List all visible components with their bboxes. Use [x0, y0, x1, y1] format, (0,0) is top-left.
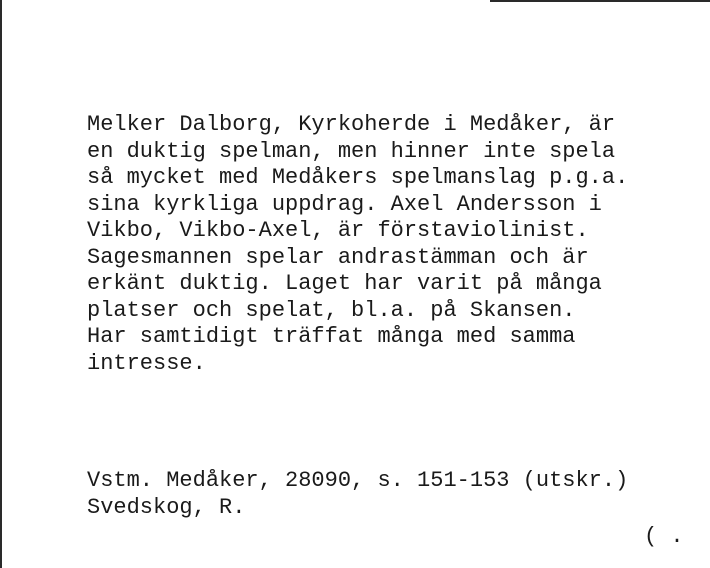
- card-left-edge: [0, 0, 2, 568]
- body-line: intresse.: [87, 350, 206, 376]
- card-top-edge: [490, 0, 710, 2]
- body-line: sina kyrkliga uppdrag. Axel Andersson i: [87, 191, 602, 217]
- body-line: en duktig spelman, men hinner inte spela: [87, 138, 616, 164]
- body-line: platser och spelat, bl.a. på Skansen.: [87, 297, 576, 323]
- body-line: Vikbo, Vikbo-Axel, är förstaviolinist.: [87, 218, 589, 243]
- body-line: Har samtidigt träffat många med samma: [87, 324, 576, 349]
- body-line: så mycket med Medåkers spelmanslag p.g.a.: [87, 165, 629, 190]
- body-line: erkänt duktig. Laget har varit på många: [87, 271, 602, 296]
- card-reference: [87, 468, 628, 521]
- body-line: Sagesmannen spelar andrastämman och är: [87, 244, 589, 270]
- body-line: Melker Dalborg, Kyrkoherde i Medåker, är: [87, 112, 616, 137]
- reference-source-line: Vstm. Medåker, 28090, s. 151-153 (utskr.): [87, 468, 629, 493]
- reference-author-line: Svedskog, R.: [87, 494, 246, 520]
- corner-mark: ( .: [644, 524, 684, 549]
- card-body-text: [87, 112, 628, 377]
